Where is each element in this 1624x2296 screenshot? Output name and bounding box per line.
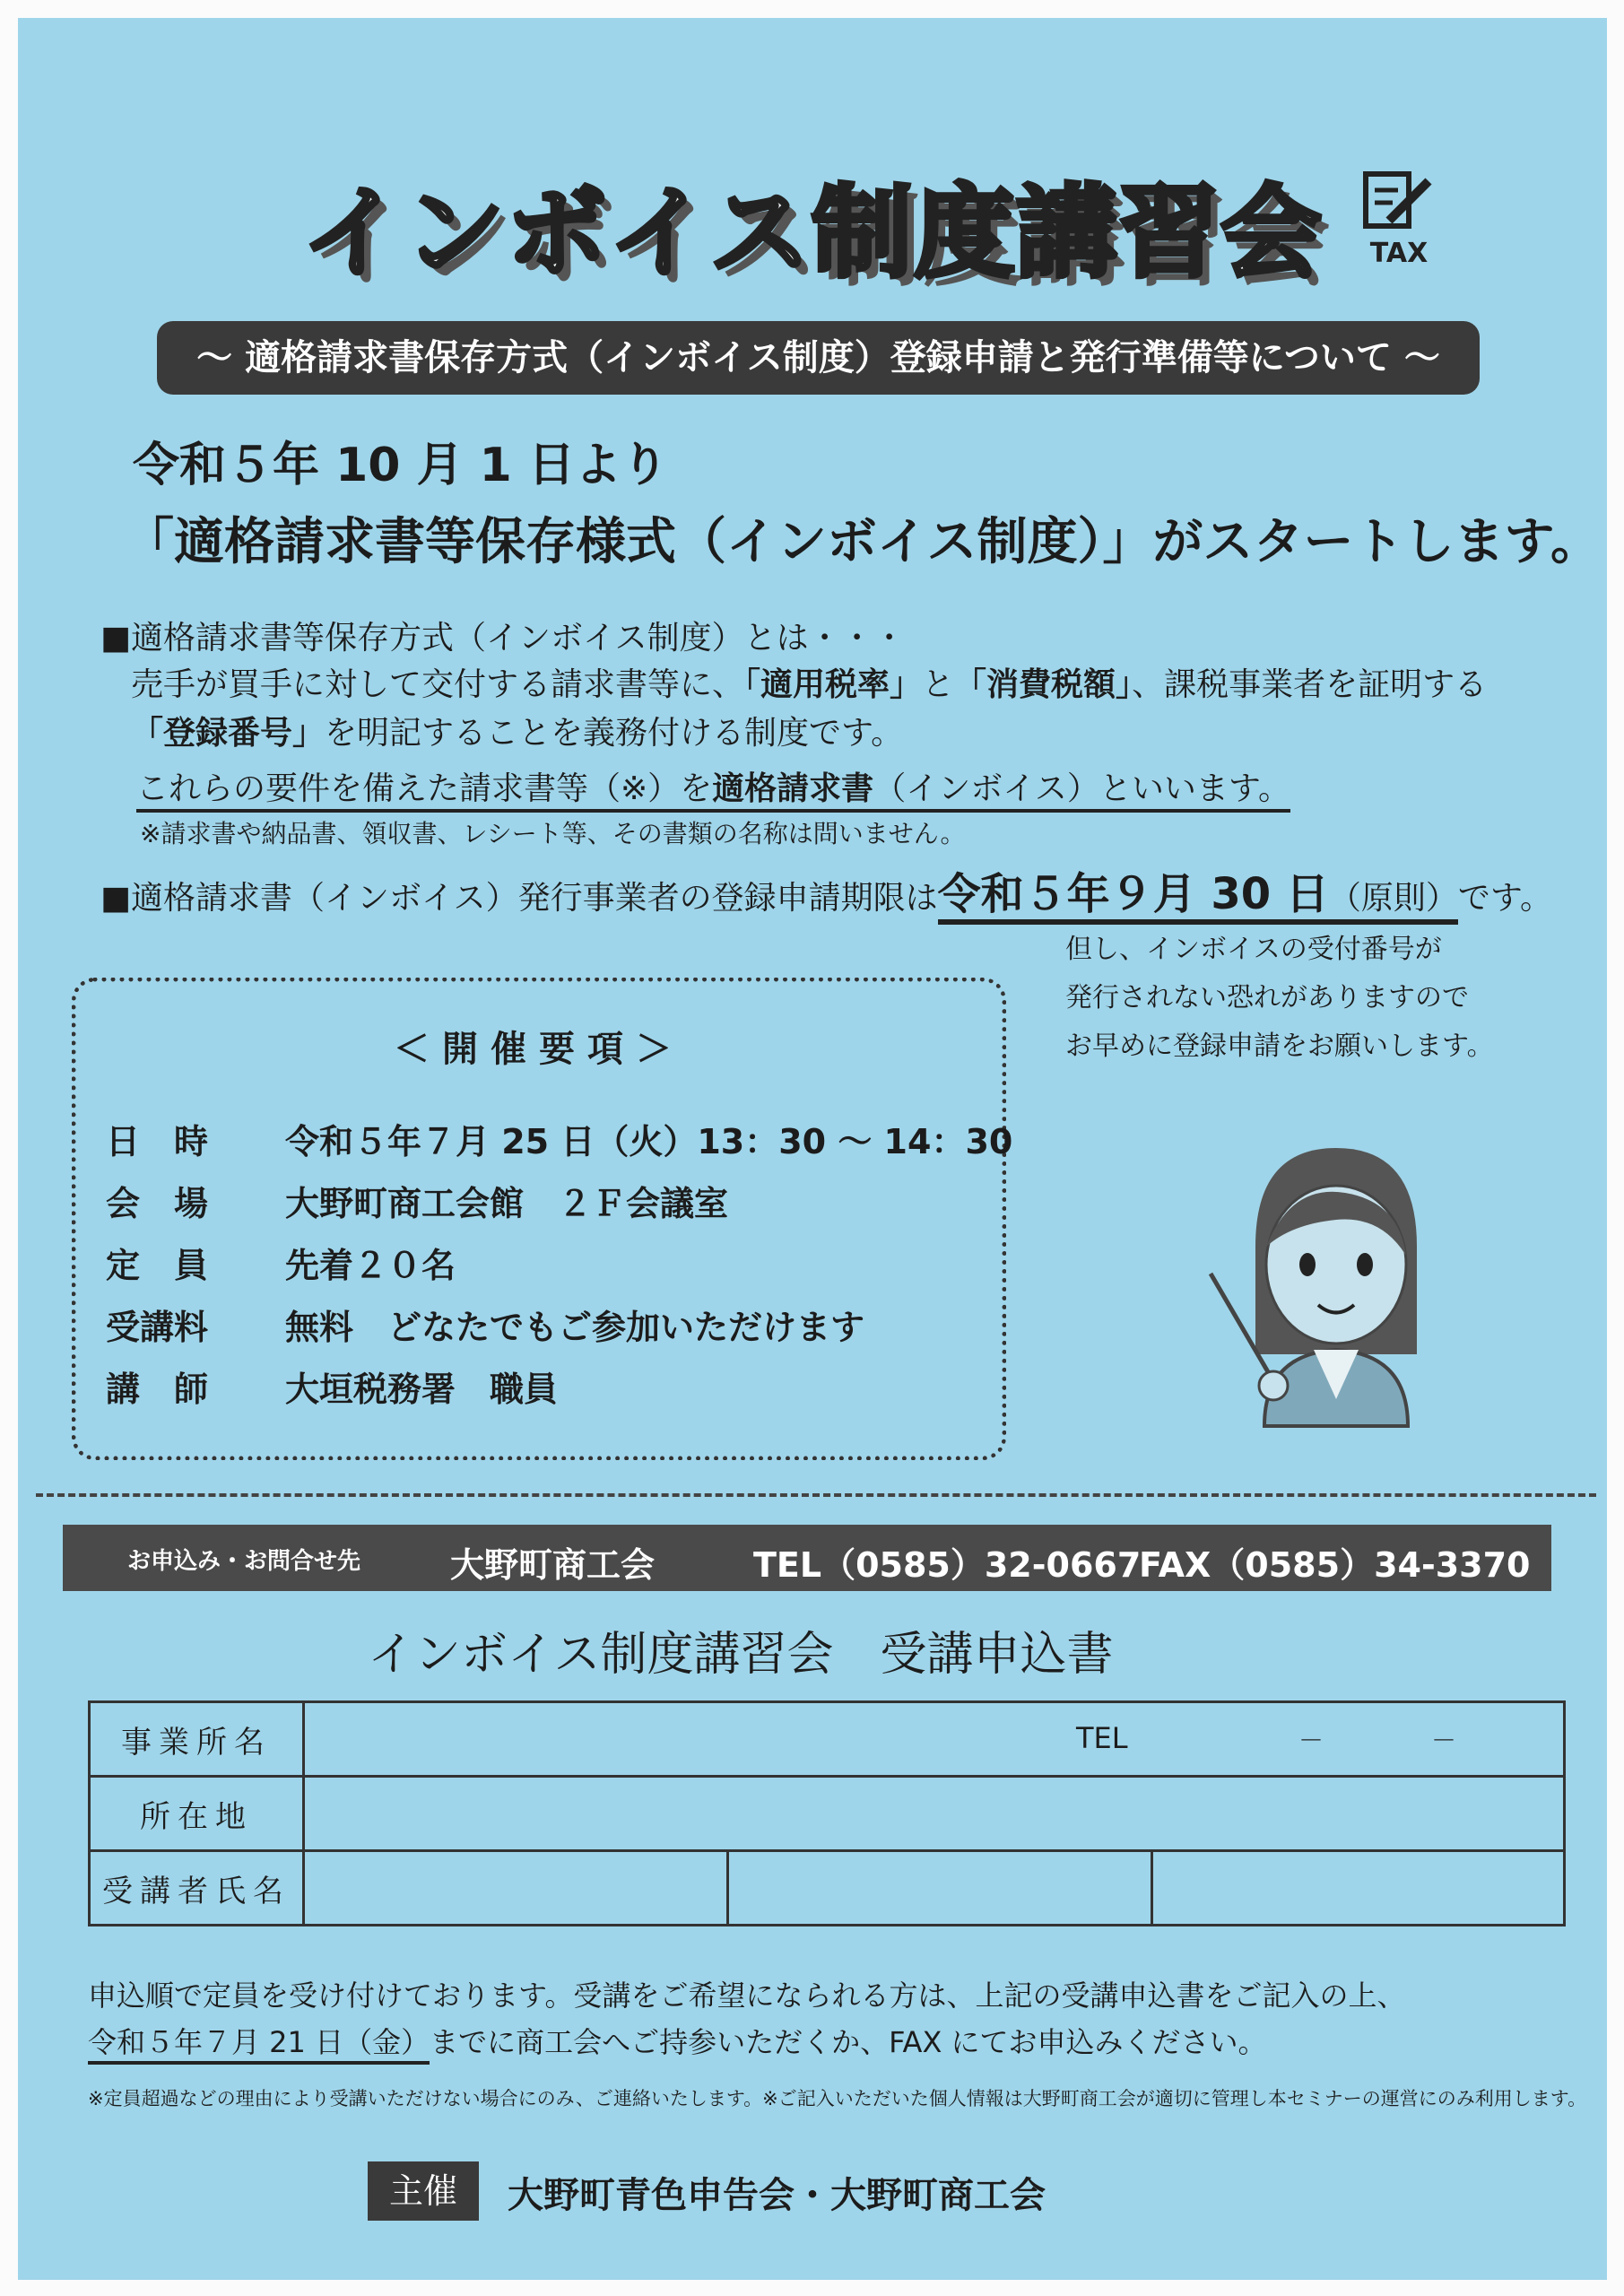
keyword-tax-rate: 「適用税率」 xyxy=(744,666,923,703)
description-text: 、課税事業者を証明する xyxy=(1132,666,1488,703)
bottom-instructions-line2 xyxy=(88,2020,1267,2061)
contact-org: 大野町商工会 xyxy=(450,1545,656,1585)
outline-label: 定 員 xyxy=(106,1246,209,1285)
attendee-name-field-3[interactable] xyxy=(1152,1851,1565,1926)
outline-title: ＜開催要項＞ xyxy=(394,1029,684,1070)
outline-row-capacity xyxy=(106,1238,456,1287)
address-field[interactable] xyxy=(304,1777,1565,1851)
application-form xyxy=(88,1700,1566,1926)
description-line3 xyxy=(131,709,903,759)
contact-label: お申込み・お問合せ先 xyxy=(127,1548,361,1575)
business-name-field[interactable] xyxy=(304,1702,1565,1777)
outline-value: 大野町商工会館 ２Ｆ会議室 xyxy=(285,1184,729,1223)
tax-pencil-icon xyxy=(1359,169,1439,267)
headline-date: 令和５年 10 月 1 日より xyxy=(133,439,668,492)
outline-row-fee xyxy=(106,1300,864,1349)
description-text: これらの要件を備えた請求書等（※）を xyxy=(136,770,713,807)
deadline-date xyxy=(938,869,1458,925)
contact-fax: FAX（0585）34-3370 xyxy=(1139,1545,1531,1585)
sponsor-text: 大野町青色申告会・大野町商工会 xyxy=(508,2175,1046,2216)
page-title: インボイス制度講習会 xyxy=(301,175,1324,291)
description-line4 xyxy=(136,764,1290,814)
deadline-date-text: 令和５年９月 30 日 xyxy=(937,869,1329,919)
form-label-attendee: 受講者氏名 xyxy=(90,1851,304,1926)
note-line: お早めに登録申請をお願いします。 xyxy=(1065,1031,1494,1062)
attendee-name-field-1[interactable] xyxy=(304,1851,728,1926)
form-title: インボイス制度講習会 受講申込書 xyxy=(368,1628,1114,1682)
sponsor-label: 主催 xyxy=(368,2161,479,2221)
outline-row-venue xyxy=(106,1176,728,1225)
outline-value: 令和５年７月 25 日（火）13：30 ～ 14：30 xyxy=(285,1122,1013,1161)
description-heading: ■適格請求書等保存方式（インボイス制度）とは・・・ xyxy=(100,620,906,657)
description-text: （インボイス）といいます。 xyxy=(873,770,1290,807)
subtitle-band: ～ 適格請求書保存方式（インボイス制度）登録申請と発行準備等について ～ xyxy=(157,321,1480,395)
description-note: ※請求書や納品書、領収書、レシート等、その書類の名称は問いません。 xyxy=(140,819,966,848)
outline-value: 大垣税務署 職員 xyxy=(285,1370,559,1409)
teacher-illustration xyxy=(1202,1130,1471,1435)
outline-value: 先着２０名 xyxy=(285,1246,456,1285)
bottom-instructions-rest: までに商工会へご持参いただくか、FAX にてお申込みください。 xyxy=(430,2025,1267,2059)
bottom-instructions-line1: 申込順で定員を受け付けております。受講をご希望になられる方は、上記の受講申込書をご記入の上、 xyxy=(88,1979,1406,2013)
outline-value: 無料 どなたでもご参加いただけます xyxy=(285,1308,865,1347)
description-text: と xyxy=(922,666,955,703)
form-tel-dash: － xyxy=(1298,1726,1324,1755)
note-line: 発行されない恐れがありますので xyxy=(1065,982,1469,1013)
deadline-suffix: です。 xyxy=(1457,880,1553,917)
cut-line-divider xyxy=(36,1493,1596,1497)
tax-label: TAX xyxy=(1369,238,1429,267)
underlined-definition xyxy=(136,770,1290,813)
contact-band xyxy=(63,1525,1551,1591)
keyword-registration-number: 「登録番号」 xyxy=(131,715,326,752)
headline-start: 「適格請求書等保存様式（インボイス制度）」がスタートします。 xyxy=(124,513,1601,571)
outline-label: 講 師 xyxy=(106,1370,209,1409)
fine-print: ※定員超過などの理由により受講いただけない場合にのみ、ご連絡いたします。※ご記入いただいた個人情報は大野町商工会が適切に管理し本セミナーの運営にのみ利用します。 xyxy=(88,2088,1587,2109)
outline-label: 受講料 xyxy=(106,1308,209,1347)
attendee-name-field-2[interactable] xyxy=(728,1851,1152,1926)
outline-row-lecturer xyxy=(106,1361,558,1411)
keyword-tax-amount: 「消費税額」 xyxy=(954,666,1133,703)
form-tel-label: TEL xyxy=(1076,1721,1128,1755)
application-deadline: 令和５年７月 21 日（金） xyxy=(88,2025,430,2065)
description-line2 xyxy=(131,660,1487,710)
outline-row-datetime xyxy=(106,1114,1012,1163)
keyword-invoice: 適格請求書 xyxy=(712,770,874,807)
deadline-principle: （原則） xyxy=(1328,880,1458,917)
contact-tel: TEL（0585）32-0667 xyxy=(753,1545,1142,1585)
outline-label: 日 時 xyxy=(106,1122,209,1161)
description-text: を明記することを義務付ける制度です。 xyxy=(325,715,904,752)
form-tel-dash: － xyxy=(1431,1726,1457,1755)
deadline-line xyxy=(100,859,1552,921)
deadline-prefix: ■適格請求書（インボイス）発行事業者の登録申請期限は xyxy=(100,880,938,917)
form-label-business: 事業所名 xyxy=(90,1702,304,1777)
outline-label: 会 場 xyxy=(106,1184,209,1223)
note-line: 但し、インボイスの受付番号が xyxy=(1065,934,1442,965)
form-row-business xyxy=(90,1702,1565,1777)
description-text: 売手が買手に対して交付する請求書等に、 xyxy=(131,666,745,703)
form-row-attendee xyxy=(90,1851,1565,1926)
note-right xyxy=(1065,926,1494,1071)
flyer-sheet xyxy=(18,18,1607,2280)
form-label-address: 所在地 xyxy=(90,1777,304,1851)
form-row-address xyxy=(90,1777,1565,1851)
